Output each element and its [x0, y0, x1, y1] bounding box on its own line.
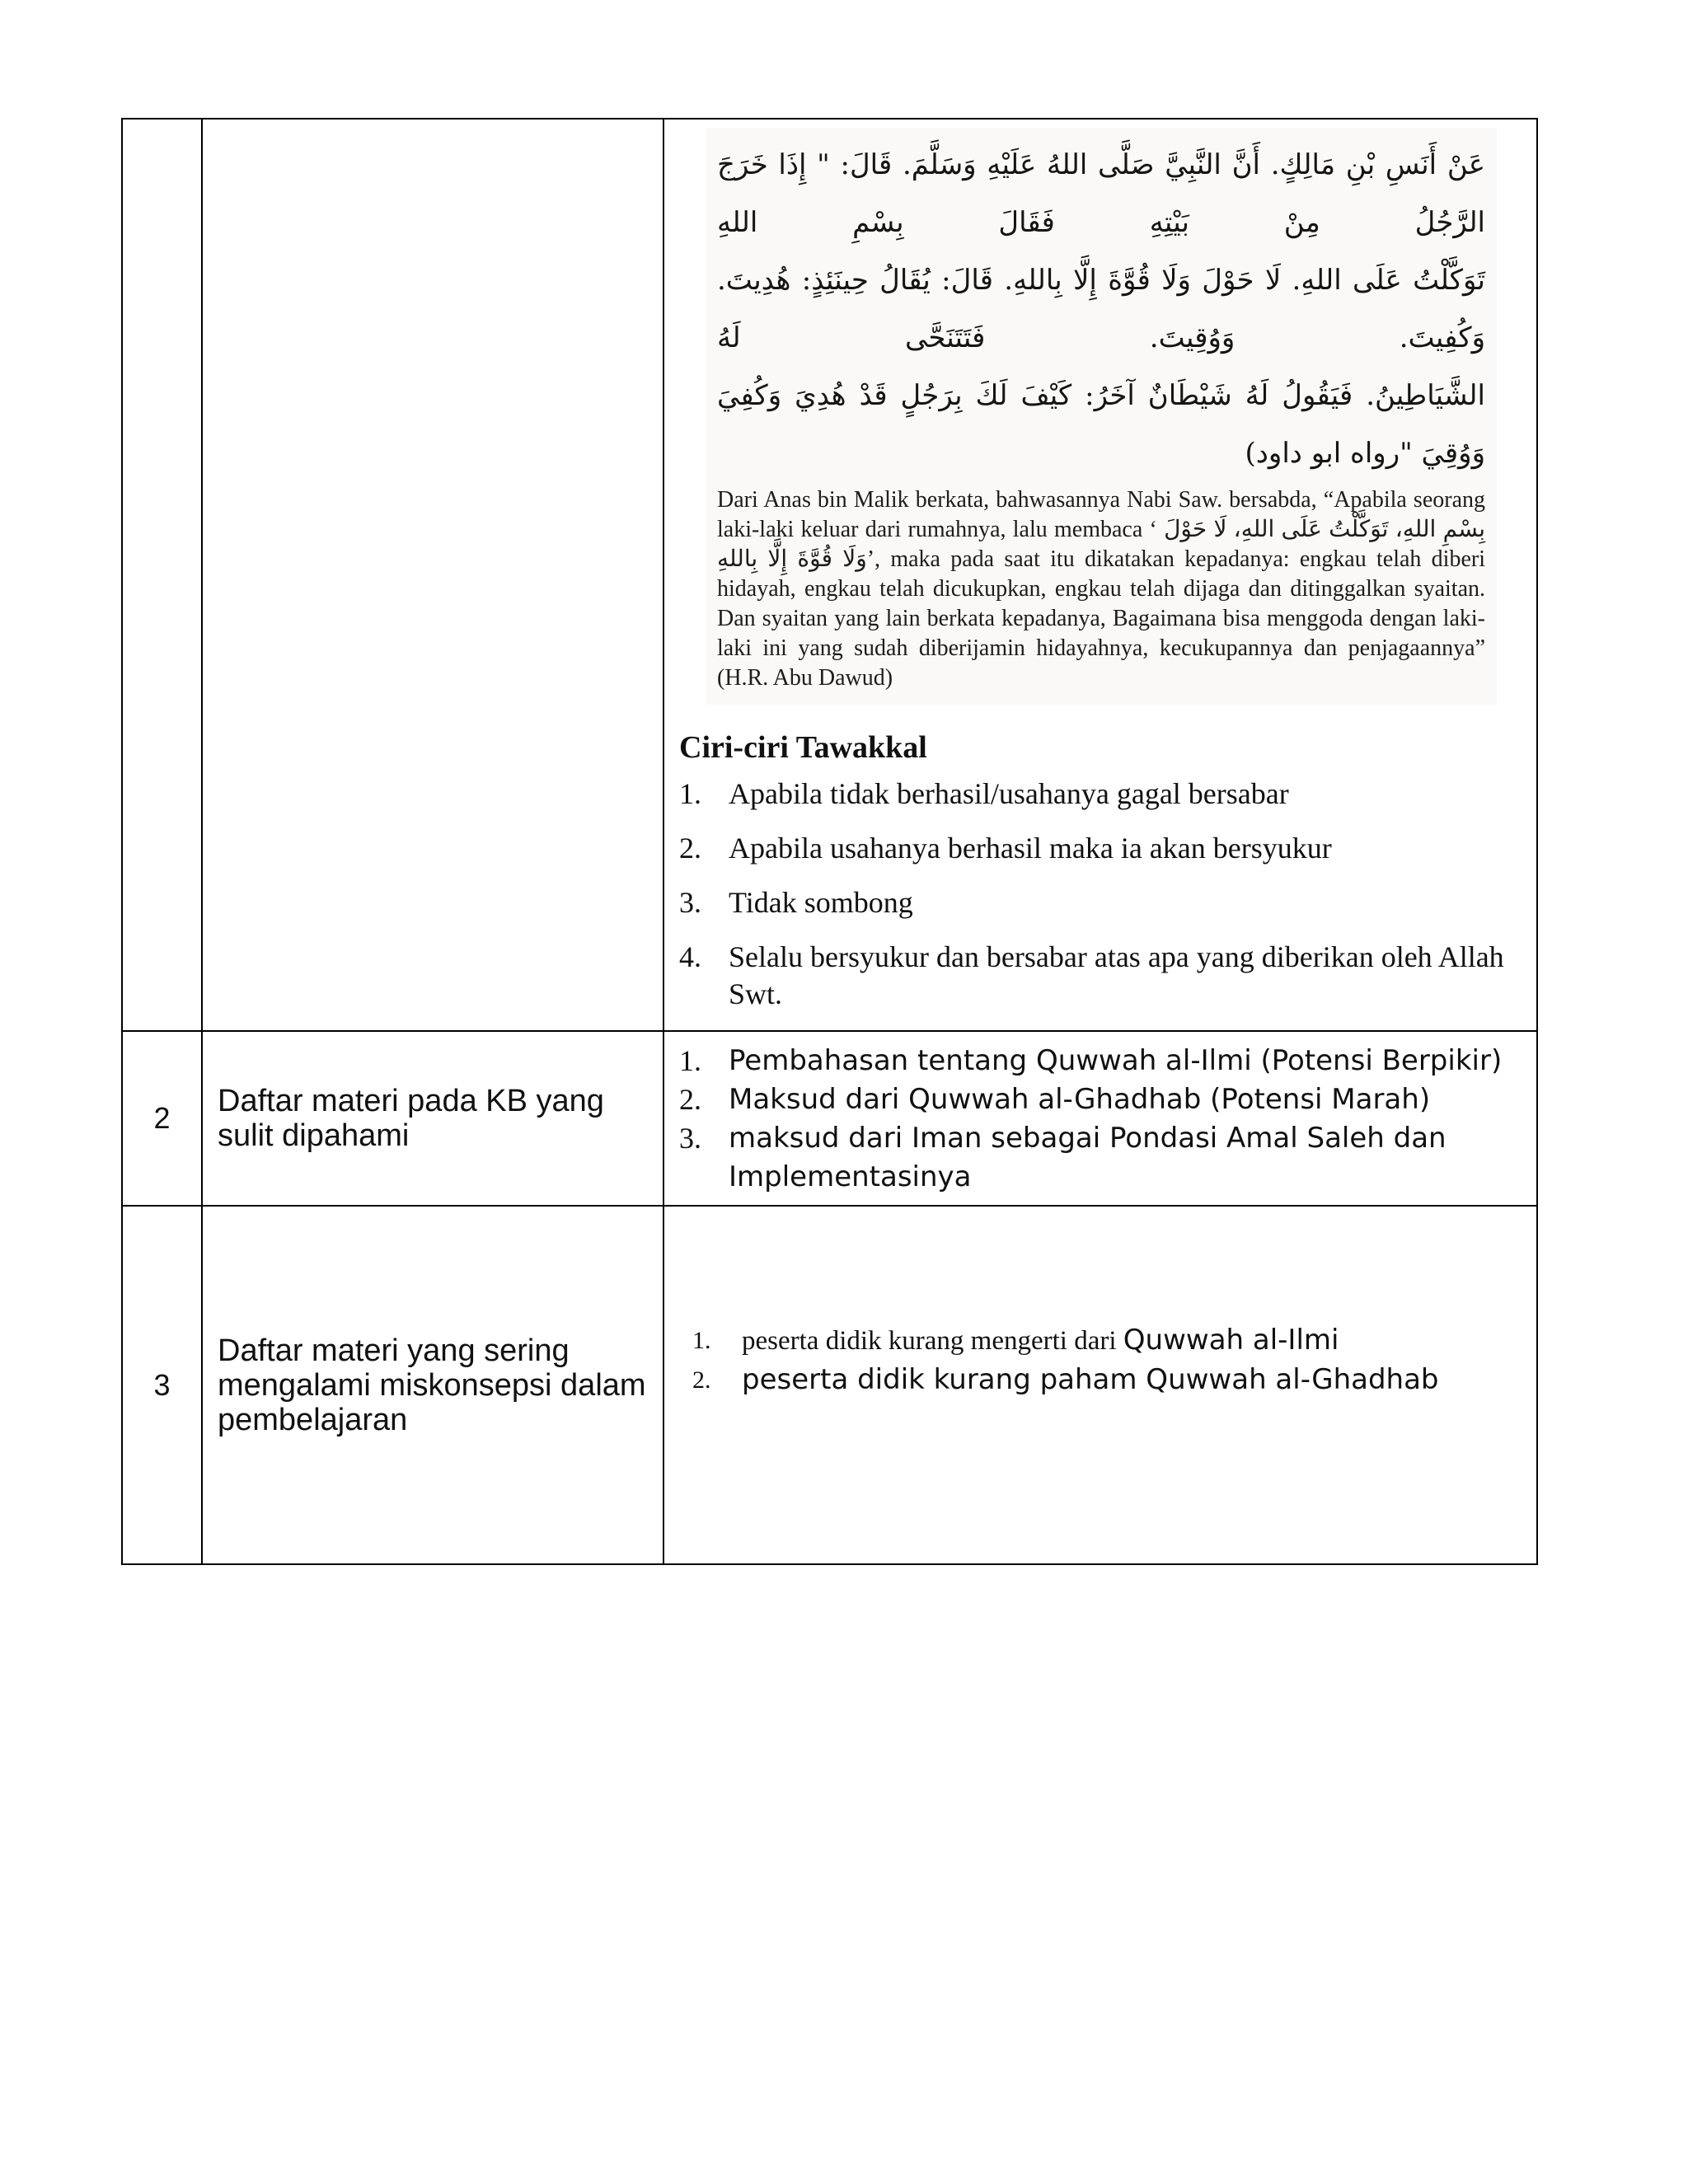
- arabic-line: الشَّيَاطِينُ. فَيَقُولُ لَهُ شَيْطَانٌ آخَرُ: كَيْفَ لَكَ بِرَجُلٍ قَدْ هُدِيَ وَكُفِيَ وَوُقِيَ "رواه ابو داود): [717, 379, 1485, 470]
- list-text: Apabila usahanya berhasil maka ia akan bersyukur: [729, 832, 1332, 865]
- list-text: Selalu bersyukur dan bersabar atas apa yang diberikan oleh Allah Swt.: [729, 940, 1504, 1010]
- difficult-materials-list: [664, 1032, 1536, 1197]
- list-item: [692, 1361, 1525, 1399]
- row-content-cell: [663, 119, 1537, 1031]
- list-text: peserta didik kurang paham Quwwah al-Ghadhab: [742, 1363, 1439, 1396]
- misconception-materials-list: [664, 1321, 1536, 1399]
- hadith-translation: Dari Anas bin Malik berkata, bahwasannya Nabi Saw. bersabda, “Apabila seorang laki-laki keluar dari rumahnya, lalu membaca ‘ بِسْمِ اللهِ، تَوَكَّلْتُ عَلَى اللهِ، لَا حَوْلَ وَلَا قُوَّةَ إِلَّا بِاللهِ’, maka pada saat itu dikatakan kepadanya: engkau telah diberi hidayah, engkau telah dicukupkan, engkau telah dijaga dan ditinggalkan syaitan. Dan syaitan yang lain berkata kepadanya, Bagaimana bisa menggoda dengan laki-laki ini yang sudah diberijamin hidayahnya, kecukupannya dan penjagaannya” (H.R. Abu Dawud): [717, 487, 1485, 691]
- list-number: 2.: [679, 1083, 701, 1116]
- list-text: peserta didik kurang mengerti dari: [742, 1326, 1123, 1356]
- list-number: 3.: [679, 1122, 701, 1155]
- list-item: [679, 776, 1525, 813]
- list-number: 2.: [679, 832, 701, 865]
- row-label-cell: [202, 119, 663, 1031]
- list-text-term: Quwwah al-Ilmi: [1123, 1324, 1339, 1357]
- arabic-line: تَوَكَّلْتُ عَلَى اللهِ. لَا حَوْلَ وَلَا قُوَّةَ إِلَّا بِاللهِ. قَالَ: يُقَالُ حِينَئِذٍ: هُدِيتَ. وَكُفِيتَ. وَوُقِيتَ. فَتَتَنَحَّى لَهُ: [717, 264, 1485, 354]
- list-item: [679, 1119, 1525, 1197]
- row-number-cell: 3: [122, 1206, 202, 1564]
- row-content-cell: [663, 1206, 1537, 1564]
- hadith-scan-image: [706, 128, 1497, 705]
- worksheet-table: [121, 118, 1538, 1565]
- row-number-cell: [122, 119, 202, 1031]
- row-label-cell: Daftar materi pada KB yang sulit dipahami: [202, 1031, 663, 1206]
- list-item: [692, 1321, 1525, 1361]
- list-number: 4.: [679, 940, 701, 973]
- list-text: Tidak sombong: [729, 886, 913, 919]
- list-item: [679, 1080, 1525, 1119]
- table-row: [122, 1206, 1537, 1564]
- list-text: Apabila tidak berhasil/usahanya gagal bersabar: [729, 777, 1289, 810]
- row-number-cell: 2: [122, 1031, 202, 1206]
- list-text: maksud dari Iman sebagai Pondasi Amal Saleh dan Implementasinya: [729, 1122, 1447, 1193]
- list-number: 2.: [692, 1366, 711, 1394]
- row-content-cell: [663, 1031, 1537, 1206]
- list-item: [679, 939, 1525, 1013]
- table-row: [122, 1031, 1537, 1206]
- list-number: 3.: [679, 886, 701, 919]
- arabic-line: عَنْ أَنَسِ بْنِ مَالِكٍ. أَنَّ النَّبِيَّ صَلَّى اللهُ عَلَيْهِ وَسَلَّمَ. قَالَ: " إِذَا خَرَجَ الرَّجُلُ مِنْ بَيْتِهِ فَقَالَ بِسْمِ اللهِ: [717, 148, 1485, 239]
- table-row: [122, 119, 1537, 1031]
- hadith-arabic-text: [717, 136, 1485, 482]
- list-number: 1.: [692, 1327, 711, 1354]
- list-item: [679, 884, 1525, 921]
- list-item: [679, 830, 1525, 867]
- list-number: 1.: [679, 1044, 701, 1077]
- list-text: Maksud dari Quwwah al-Ghadhab (Potensi Marah): [729, 1083, 1431, 1116]
- list-item: [679, 1042, 1525, 1080]
- tawakkal-traits-list: [664, 776, 1536, 1013]
- list-text: Pembahasan tentang Quwwah al-Ilmi (Potensi Berpikir): [729, 1044, 1503, 1077]
- list-number: 1.: [679, 777, 701, 810]
- section-heading: Ciri-ciri Tawakkal: [679, 730, 927, 765]
- row-label-cell: Daftar materi yang sering mengalami miskonsepsi dalam pembelajaran: [202, 1206, 663, 1564]
